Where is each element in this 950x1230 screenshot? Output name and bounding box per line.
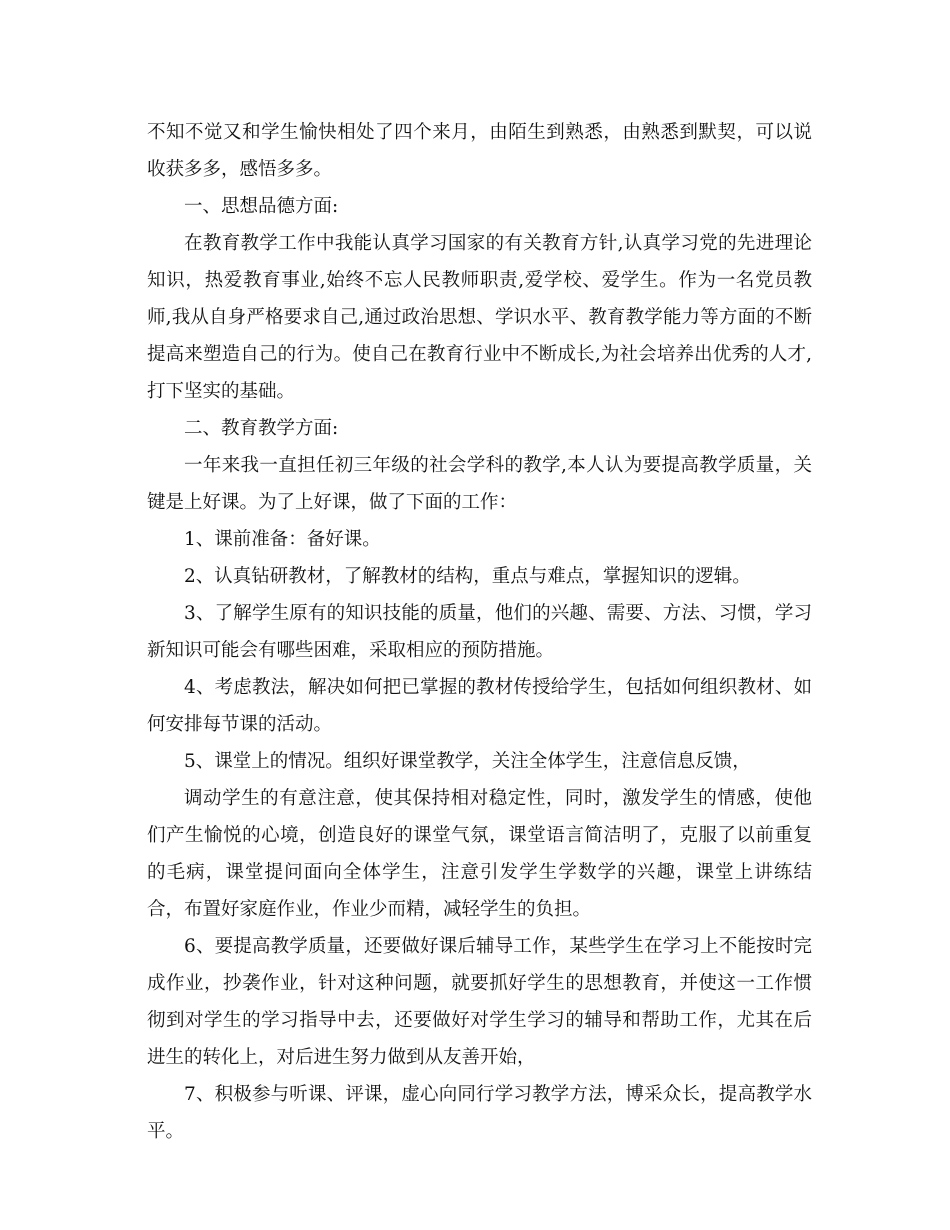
list-item-4: 4、考虑教法，解决如何把已掌握的教材传授给学生，包括如何组织教材、如何安排每节课的活动。 [147, 677, 812, 735]
list-item-3: 3、了解学生原有的知识技能的质量，他们的兴趣、需要、方法、习惯，学习新知识可能会有哪些困难，采取相应的预防措施。 [147, 603, 812, 661]
list-item-5-continued: 调动学生的有意注意，使其保持相对稳定性，同时，激发学生的情感，使他们产生愉悦的心境，创造良好的课堂气氛，课堂语言简洁明了，克服了以前重复的毛病，课堂提问面向全体学生，注意引发学生学数学的兴趣，课堂上讲练结合，布置好家庭作业，作业少而精，减轻学生的负担。 [147, 788, 812, 920]
section-heading-teaching: 二、教育教学方面: [184, 418, 339, 439]
ideology-paragraph: 在教育教学工作中我能认真学习国家的有关教育方针,认真学习党的先进理论知识，热爱教育事业,始终不忘人民教师职责,爱学校、爱学生。作为一名党员教师,我从自身严格要求自己,通过政治思想、学识水平、教育教学能力等方面的不断提高来塑造自己的行为。使自己在教育行业中不断成长,为社会培养出优秀的人才,打下坚实的基础。 [147, 233, 812, 402]
list-item-1: 1、课前准备：备好课。 [184, 529, 381, 550]
section-heading-ideology: 一、思想品德方面: [184, 196, 339, 217]
list-item-2: 2、认真钻研教材，了解教材的结构，重点与难点，掌握知识的逻辑。 [184, 566, 751, 587]
document-body [147, 114, 812, 1150]
list-item-7: 7、积极参与听课、评课，虚心向同行学习教学方法，博采众长，提高教学水平。 [147, 1084, 812, 1142]
teaching-intro-paragraph: 一年来我一直担任初三年级的社会学科的教学,本人认为要提高教学质量，关键是上好课。为了上好课，做了下面的工作： [147, 455, 812, 513]
list-item-6: 6、要提高教学质量，还要做好课后辅导工作，某些学生在学习上不能按时完成作业，抄袭作业，针对这种问题，就要抓好学生的思想教育，并使这一工作惯彻到对学生的学习指导中去，还要做好对学生学习的辅导和帮助工作，尤其在后进生的转化上，对后进生努力做到从友善开始， [147, 936, 812, 1068]
intro-paragraph: 不知不觉又和学生愉快相处了四个来月，由陌生到熟悉，由熟悉到默契，可以说收获多多，感悟多多。 [147, 122, 812, 180]
list-item-5: 5、课堂上的情况。组织好课堂教学，关注全体学生，注意信息反馈， [184, 751, 751, 772]
